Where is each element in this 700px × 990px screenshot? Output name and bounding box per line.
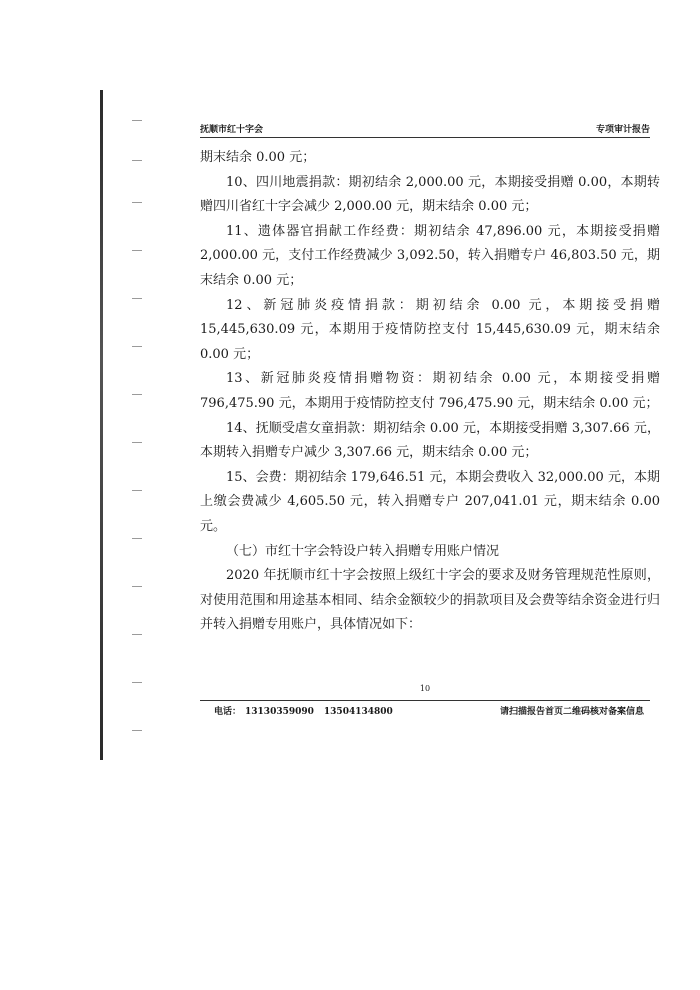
binding-mark	[132, 586, 142, 587]
phone-number: 13130359090	[245, 707, 314, 717]
footer-divider	[200, 700, 650, 701]
phone-number: 13504134800	[323, 707, 393, 717]
footer-phones	[214, 704, 393, 717]
header-org: 抚顺市红十字会	[200, 125, 264, 135]
paragraph: 11、遗体器官捐献工作经费：期初结余 47,896.00 元，本期接受捐赠 2,000.00 元，支付工作经费减少 3,092.50，转入捐赠专户 46,803.50 元，期末结余 0.00 元；	[200, 223, 660, 288]
binding-mark	[132, 490, 142, 491]
binding-mark	[132, 682, 142, 683]
binding-mark	[132, 634, 142, 635]
phone-label: 电话：	[214, 707, 242, 717]
binding-mark	[132, 346, 142, 347]
page-header	[200, 120, 650, 136]
paragraph: 12、新冠肺炎疫情捐款：期初结余 0.00 元，本期接受捐赠 15,445,630.09 元，本期用于疫情防控支付 15,445,630.09 元，期末结余 0.00 元；	[200, 297, 660, 362]
scan-left-edge	[100, 90, 103, 760]
document-body	[200, 146, 660, 638]
footer-verify-notice: 请扫描报告首页二维码核对备案信息	[499, 707, 644, 717]
binding-mark	[132, 202, 142, 203]
binding-mark	[132, 250, 142, 251]
page-number: 10	[419, 684, 431, 693]
binding-mark	[132, 394, 142, 395]
paragraph: 15、会费：期初结余 179,646.51 元，本期会费收入 32,000.00 元，本期上缴会费减少 4,605.50 元，转入捐赠专户 207,041.01 元，期末结余 0.00 元。	[200, 469, 660, 534]
binding-mark	[132, 730, 142, 731]
binding-mark	[132, 538, 142, 539]
binding-mark	[132, 442, 142, 443]
binding-mark	[132, 120, 142, 121]
page-footer	[200, 704, 650, 718]
header-report-type: 专项审计报告	[595, 125, 650, 135]
paragraph: 14、抚顺受虐女童捐款：期初结余 0.00 元，本期接受捐赠 3,307.66 元，本期转入捐赠专户减少 3,307.66 元，期末结余 0.00 元；	[200, 420, 660, 461]
paragraph: 2020 年抚顺市红十字会按照上级红十字会的要求及财务管理规范性原则，对使用范围和用途基本相同、结余金额较少的捐款项目及会费等结余资金进行归并转入捐赠专用账户，具体情况如下：	[200, 568, 660, 633]
scanned-page	[100, 90, 680, 760]
paragraph: 10、四川地震捐款：期初结余 2,000.00 元，本期接受捐赠 0.00，本期转赠四川省红十字会减少 2,000.00 元，期末结余 0.00 元；	[200, 174, 660, 215]
binding-mark	[132, 298, 142, 299]
paragraph: 13、新冠肺炎疫情捐赠物资：期初结余 0.00 元，本期接受捐赠 796,475.90 元，本期用于疫情防控支付 796,475.90 元，期末结余 0.00 元；	[200, 371, 660, 411]
binding-mark	[132, 160, 142, 161]
section-heading: （七）市红十字会特设户转入捐赠专用账户情况	[226, 543, 500, 559]
paragraph: 期末结余 0.00 元；	[200, 150, 316, 165]
header-divider	[200, 137, 650, 138]
